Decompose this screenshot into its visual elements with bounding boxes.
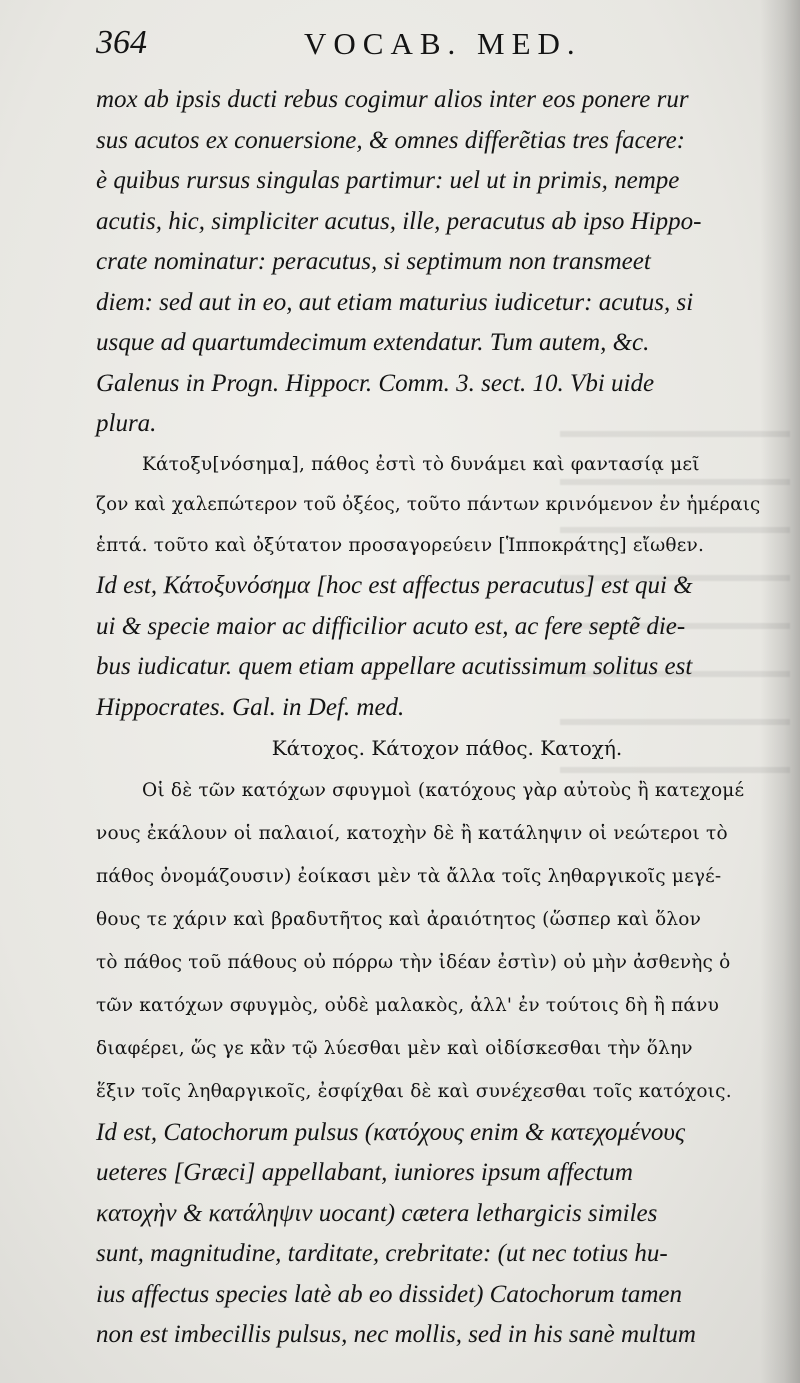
greek-line: τῶν κατόχων σφυγμὸς, οὐδὲ μαλακὸς, ἀλλ' ἐν τούτοις δὴ ἢ πάνυ — [96, 994, 720, 1016]
text-line: Galenus in Progn. Hippocr. Comm. 3. sect. 10. Vbi uide — [96, 369, 655, 397]
text-line: diem: sed aut in eo, aut etiam maturius iudicetur: acutus, si — [96, 288, 694, 316]
text-line: Id est, Κάτοξυνόσημα [hoc est affectus peracutus] est qui & — [96, 572, 693, 599]
text-line: ueteres [Græci] appellabant, iuniores ipsum affectum — [96, 1159, 633, 1186]
page-number: 364 — [96, 24, 147, 61]
text-line: ius affectus species latè ab eo dissidet) Catochorum tamen — [96, 1280, 683, 1308]
greek-line: ζον καὶ χαλεπώτερον τοῦ ὀξέος, τοῦτο πάντων κρινόμενον ἐν ἡμέραις — [96, 494, 761, 515]
text-line: κατοχὴν & κατάληψιν uocant) cætera lethargicis similes — [96, 1199, 658, 1227]
text-line: sunt, magnitudine, tarditate, crebritate: (ut nec totius hu- — [96, 1240, 668, 1267]
text-line: ui & specie maior ac difficilior acuto est, ac fere septẽ die- — [96, 612, 686, 640]
text-block — [96, 80, 768, 1356]
text-line: acutis, hic, simpliciter acutus, ille, peracutus ab ipso Hippo- — [96, 207, 702, 235]
text-line: crate nominatur: peracutus, si septimum non transmeet — [96, 248, 651, 275]
text-line: mox ab ipsis ducti rebus cogimur alios inter eos ponere rur — [96, 86, 689, 113]
text-line: usque ad quartumdecimum extendatur. Tum autem, &c. — [96, 329, 650, 356]
text-line: Id est, Catochorum pulsus (κατόχους enim & κατεχομένους — [96, 1118, 686, 1146]
text-line: non est imbecillis pulsus, nec mollis, sed in his sanè multum — [96, 1321, 696, 1348]
text-line: Hippocrates. Gal. in Def. med. — [96, 693, 405, 721]
page-header — [96, 20, 756, 80]
entry-heading: Κάτοχος. Κάτοχον πάθος. Κατοχή. — [271, 736, 623, 760]
greek-line: πάθος ὀνομάζουσιν) ἐοίκασι μὲν τὰ ἄλλα τοῖς ληθαργικοῖς μεγέ- — [96, 865, 722, 887]
running-head: VOCAB. MED. — [304, 26, 582, 61]
greek-line: Κάτοξυ[νόσημα], πάθος ἐστὶ τὸ δυνάμει καὶ φαντασίᾳ μεῖ — [142, 453, 700, 475]
greek-line: νους ἐκάλουν οἱ παλαιοί, κατοχὴν δὲ ἢ κατάληψιν οἱ νεώτεροι τὸ — [96, 822, 728, 844]
text-line: sus acutos ex conuersione, & omnes differẽtias tres facere: — [96, 126, 686, 154]
greek-line: τὸ πάθος τοῦ πάθους οὐ πόρρω τὴν ἰδέαν ἐστὶν) οὐ μὴν ἀσθενὴς ὁ — [96, 951, 731, 973]
greek-line: Οἱ δὲ τῶν κατόχων σφυγμοὶ (κατόχους γὰρ αὐτοὺς ἢ κατεχομέ — [142, 779, 745, 801]
text-line: è quibus rursus singulas partimur: uel ut in primis, nempe — [96, 167, 680, 194]
greek-passage — [96, 769, 768, 1113]
text-line: plura. — [96, 410, 157, 437]
greek-line: ἑπτά. τοῦτο καὶ ὀξύτατον προσαγορεύειν [Ἱπποκράτης] εἴωθεν. — [96, 534, 705, 556]
text-line: bus iudicatur. quem etiam appellare acutissimum solitus est — [96, 653, 693, 680]
greek-line: διαφέρει, ὥς γε κἂν τῷ λύεσθαι μὲν καὶ οἰδίσκεσθαι τὴν ὅλην — [96, 1037, 693, 1059]
greek-line: ἕξιν τοῖς ληθαργικοῖς, ἐσφίχθαι δὲ καὶ συνέχεσθαι τοῖς κατόχοις. — [96, 1080, 732, 1102]
greek-line: θους τε χάριν καὶ βραδυτῆτος καὶ ἀραιότητος (ὥσπερ καὶ ὅλον — [96, 908, 702, 930]
